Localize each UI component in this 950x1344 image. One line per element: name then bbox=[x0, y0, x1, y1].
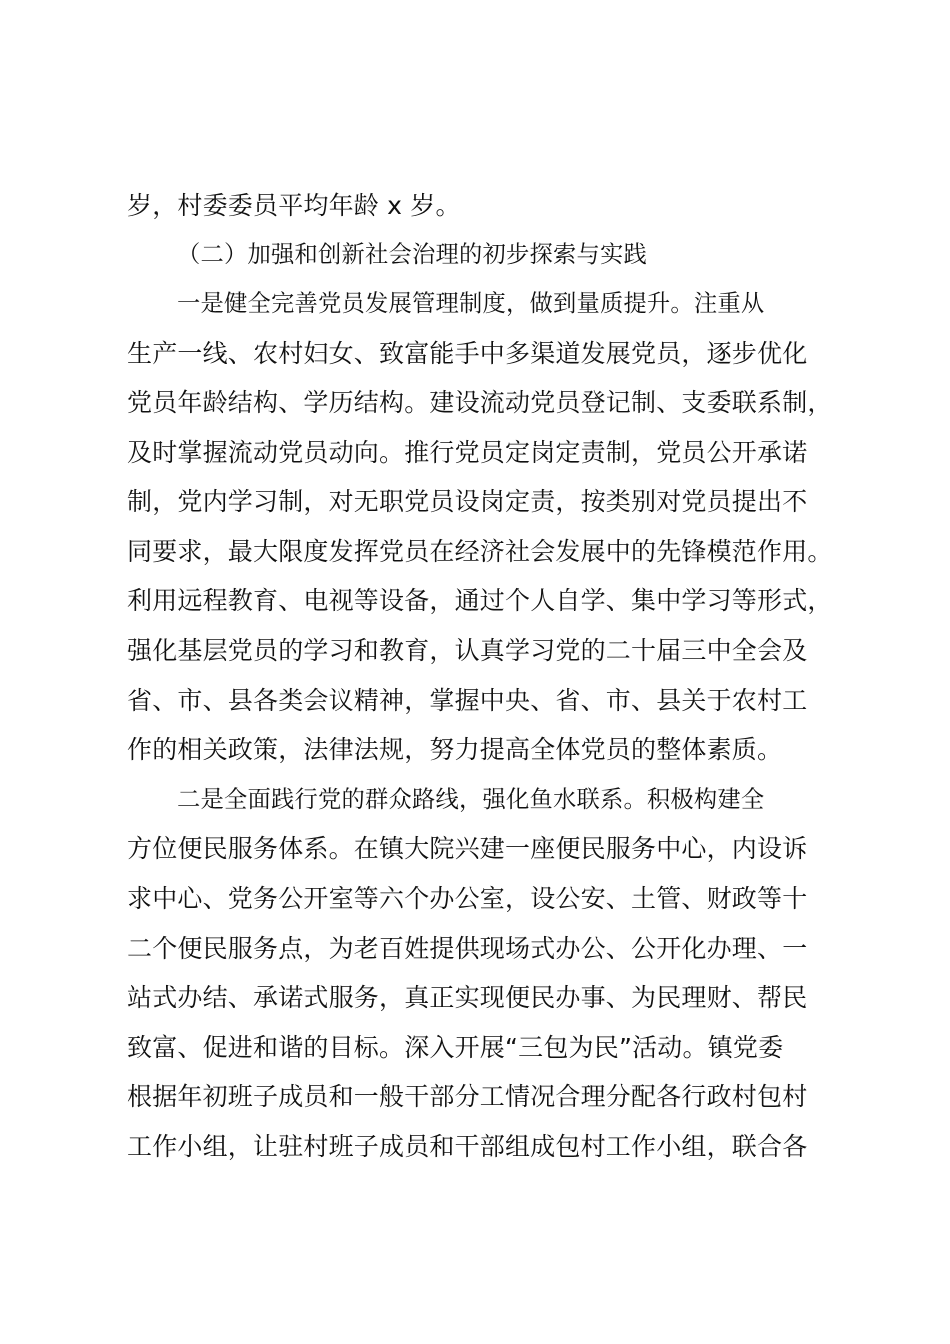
text-line: 党员年龄结构、学历结构。建设流动党员登记制、支委联系制， bbox=[127, 388, 833, 417]
text-line: 站式办结、承诺式服务，真正实现便民办事、为民理财、帮民 bbox=[127, 983, 808, 1012]
text-line: 二个便民服务点，为老百姓提供现场式办公、公开化办理、一 bbox=[127, 934, 808, 963]
text-line: 致富、促进和谐的目标。深入开展“三包为民”活动。镇党委 bbox=[127, 1033, 784, 1062]
text-line: 省、市、县各类会议精神，掌握中央、省、市、县关于农村工 bbox=[127, 686, 808, 715]
text-line: 方位便民服务体系。在镇大院兴建一座便民服务中心，内设诉 bbox=[127, 834, 808, 863]
text-line: 作的相关政策，法律法规，努力提高全体党员的整体素质。 bbox=[127, 735, 783, 764]
text-line: 工作小组，让驻村班子成员和干部组成包村工作小组，联合各 bbox=[127, 1132, 808, 1161]
text-line: 岁，村委委员平均年龄 x 岁。 bbox=[127, 191, 461, 220]
text-line: 同要求，最大限度发挥党员在经济社会发展中的先锋模范作用。 bbox=[127, 537, 833, 566]
text-line: 强化基层党员的学习和教育，认真学习党的二十届三中全会及 bbox=[127, 636, 808, 665]
text-line: 根据年初班子成员和一般干部分工情况合理分配各行政村包村 bbox=[127, 1082, 808, 1111]
text-line: 利用远程教育、电视等设备，通过个人自学、集中学习等形式， bbox=[127, 586, 833, 615]
section-heading: （二）加强和创新社会治理的初步探索与实践 bbox=[177, 241, 647, 268]
text-line: 及时掌握流动党员动向。推行党员定岗定责制，党员公开承诺 bbox=[127, 438, 808, 467]
text-line: 求中心、党务公开室等六个办公室，设公安、土管、财政等十 bbox=[127, 884, 808, 913]
text-line: 生产一线、农村妇女、致富能手中多渠道发展党员，逐步优化 bbox=[127, 339, 808, 368]
text-line: 一是健全完善党员发展管理制度，做到量质提升。注重从 bbox=[177, 290, 765, 317]
text-line: 制，党内学习制，对无职党员设岗定责，按类别对党员提出不 bbox=[127, 487, 808, 516]
text-line: 二是全面践行党的群众路线，强化鱼水联系。积极构建全 bbox=[177, 786, 765, 813]
